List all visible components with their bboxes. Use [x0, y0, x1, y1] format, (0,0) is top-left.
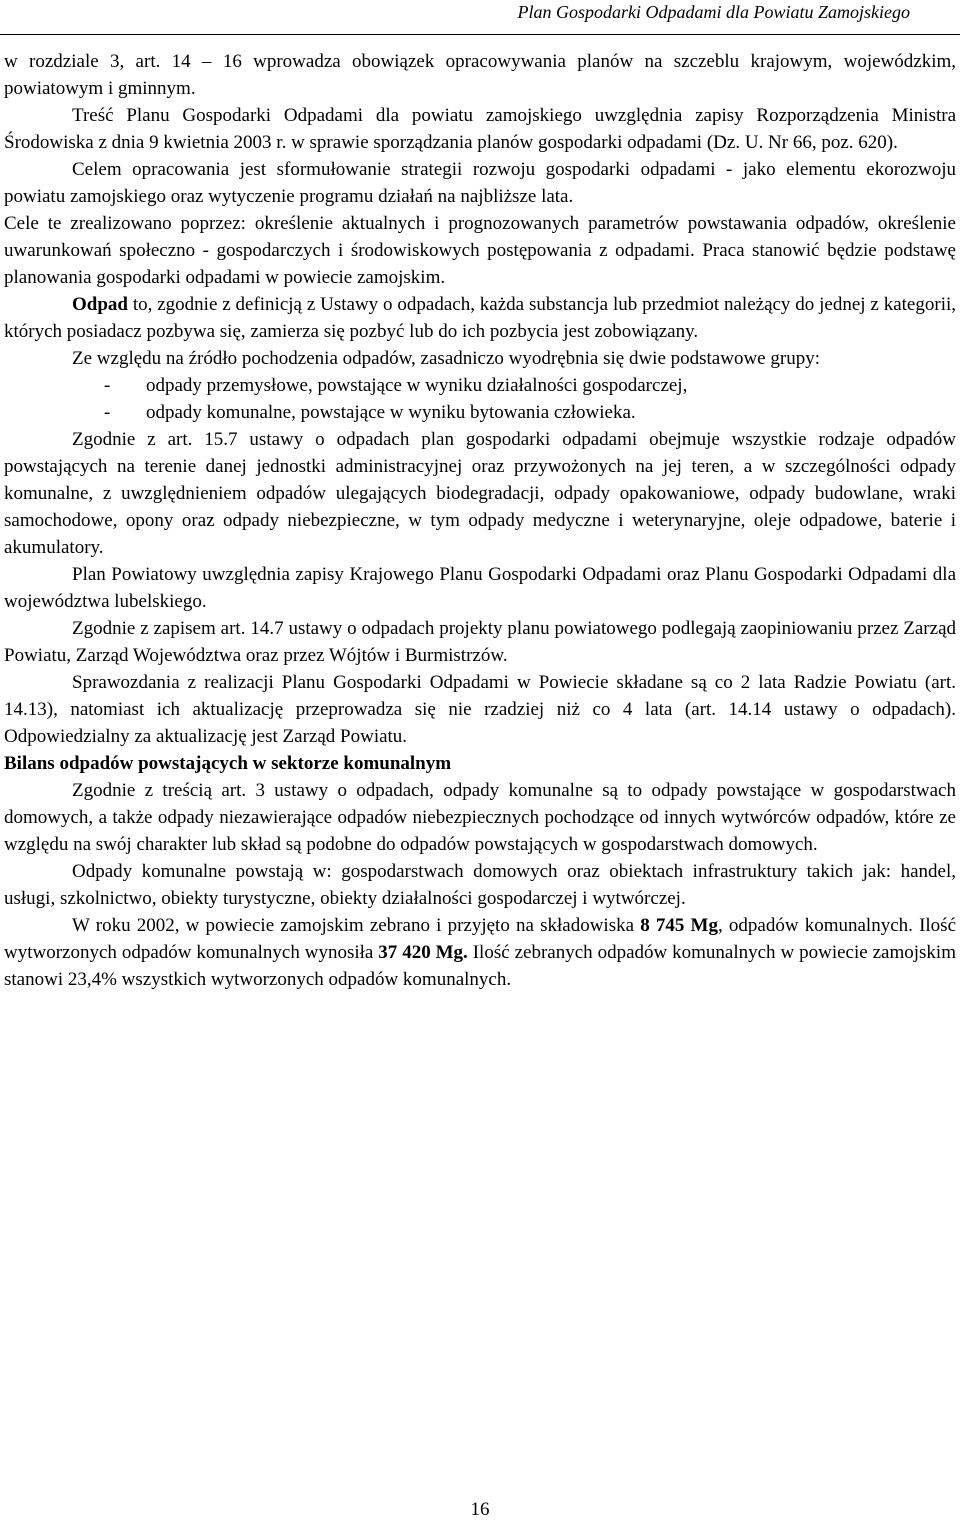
paragraph-13-text-e: Ilość zebranych odpadów komunalnych w powiecie zamojskim stanowi 23,4% wszystkich wytworzonych odpadów komunalnych.	[4, 942, 956, 990]
paragraph-7: Zgodnie z art. 15.7 ustawy o odpadach plan gospodarki odpadami obejmuje wszystkie rodzaje odpadów powstających na terenie danej jednostki administracyjnej oraz przywożonych na jej teren, a w szczególności odpady komunalne, z uwzględnieniem odpadów ulegających biodegradacji, odpady opakowaniowe, odpady budowlane, wraki samochodowe, opony oraz odpady niebezpieczne, w tym odpady medyczne i weterynaryjne, oleje odpadowe, baterie i akumulatory.	[4, 429, 956, 558]
paragraph-13-text-a: W roku 2002, w powiecie zamojskim zebrano i przyjęto na składowiska	[72, 915, 641, 936]
paragraph-3: Celem opracowania jest sformułowanie strategii rozwoju gospodarki odpadami - jako elementu ekorozwoju powiatu zamojskiego oraz wytyczenie programu działań na najbliższe lata.	[4, 159, 956, 207]
paragraph-9: Zgodnie z zapisem art. 14.7 ustawy o odpadach projekty planu powiatowego podlegają zaopiniowaniu przez Zarząd Powiatu, Zarząd Województwa oraz przez Wójtów i Burmistrzów.	[4, 618, 956, 666]
paragraph-8: Plan Powiatowy uwzględnia zapisy Krajowego Planu Gospodarki Odpadami oraz Planu Gospodarki Odpadami dla województwa lubelskiego.	[4, 564, 956, 612]
paragraph-13	[4, 912, 956, 993]
paragraph-11: Zgodnie z treścią art. 3 ustawy o odpadach, odpady komunalne są to odpady powstające w gospodarstwach domowych, a także odpady niezawierające odpadów niebezpiecznych pochodzące od innych wytwórców odpadów, które ze względu na swój charakter lub skład są podobne do odpadów powstających w gospodarstwach domowych.	[4, 780, 956, 855]
paragraph-5-text: to, zgodnie z definicją z Ustawy o odpadach, każda substancja lub przedmiot należący do jednej z kategorii, których posiadacz pozbywa się, zamierza się pozbyć lub do ich pozbycia jest zobowiązany.	[4, 294, 956, 342]
section-heading: Bilans odpadów powstających w sektorze komunalnym	[4, 753, 452, 774]
generated-waste-amount: 37 420 Mg.	[378, 942, 468, 963]
list-item	[104, 372, 956, 399]
paragraph-12: Odpady komunalne powstają w: gospodarstwach domowych oraz obiektach infrastruktury takich jak: handel, usługi, szkolnictwo, obiekty turystyczne, obiekty działalności gospodarczej i wytwórczej.	[4, 861, 956, 909]
term-odpad: Odpad	[72, 294, 128, 315]
paragraph-2: Treść Planu Gospodarki Odpadami dla powiatu zamojskiego uwzględnia zapisy Rozporządzenia Ministra Środowiska z dnia 9 kwietnia 2003 r. w sprawie sporządzania planów gospodarki odpadami (Dz. U. Nr 66, poz. 620).	[4, 105, 956, 153]
list-dash: -	[104, 375, 111, 396]
running-header: Plan Gospodarki Odpadami dla Powiatu Zamojskiego	[517, 2, 910, 22]
paragraph-6: Ze względu na źródło pochodzenia odpadów, zasadniczo wyodrębnia się dwie podstawowe grupy:	[72, 348, 820, 369]
paragraph-13-text-c: , odpadów komunalnych. Ilość wytworzonych odpadów komunalnych wynosiła	[4, 915, 956, 963]
waste-groups-list	[4, 372, 956, 426]
header-divider	[0, 34, 960, 35]
list-item-text: odpady komunalne, powstające w wyniku bytowania człowieka.	[146, 402, 636, 423]
paragraph-10: Sprawozdania z realizacji Planu Gospodarki Odpadami w Powiecie składane są co 2 lata Radzie Powiatu (art. 14.13), natomiast ich aktualizację przeprowadza się nie rzadziej niż co 4 lata (art. 14.14 ustawy o odpadach). Odpowiedzialny za aktualizację jest Zarząd Powiatu.	[4, 672, 956, 747]
paragraph-5	[4, 291, 956, 345]
list-dash: -	[104, 402, 111, 423]
page-number: 16	[470, 1499, 490, 1520]
paragraph-4: Cele te zrealizowano poprzez: określenie aktualnych i prognozowanych parametrów powstawania odpadów, określenie uwarunkowań społeczno - gospodarczych i środowiskowych postępowania z odpadami. Praca stanowić będzie podstawę planowania gospodarki odpadami w powiecie zamojskim.	[4, 213, 956, 288]
collected-waste-amount: 8 745 Mg	[640, 915, 718, 936]
list-item	[104, 399, 956, 426]
document-body	[4, 48, 956, 993]
paragraph-1: w rozdziale 3, art. 14 – 16 wprowadza obowiązek opracowywania planów na szczeblu krajowym, wojewódzkim, powiatowym i gminnym.	[4, 51, 956, 99]
list-item-text: odpady przemysłowe, powstające w wyniku działalności gospodarczej,	[146, 375, 688, 396]
